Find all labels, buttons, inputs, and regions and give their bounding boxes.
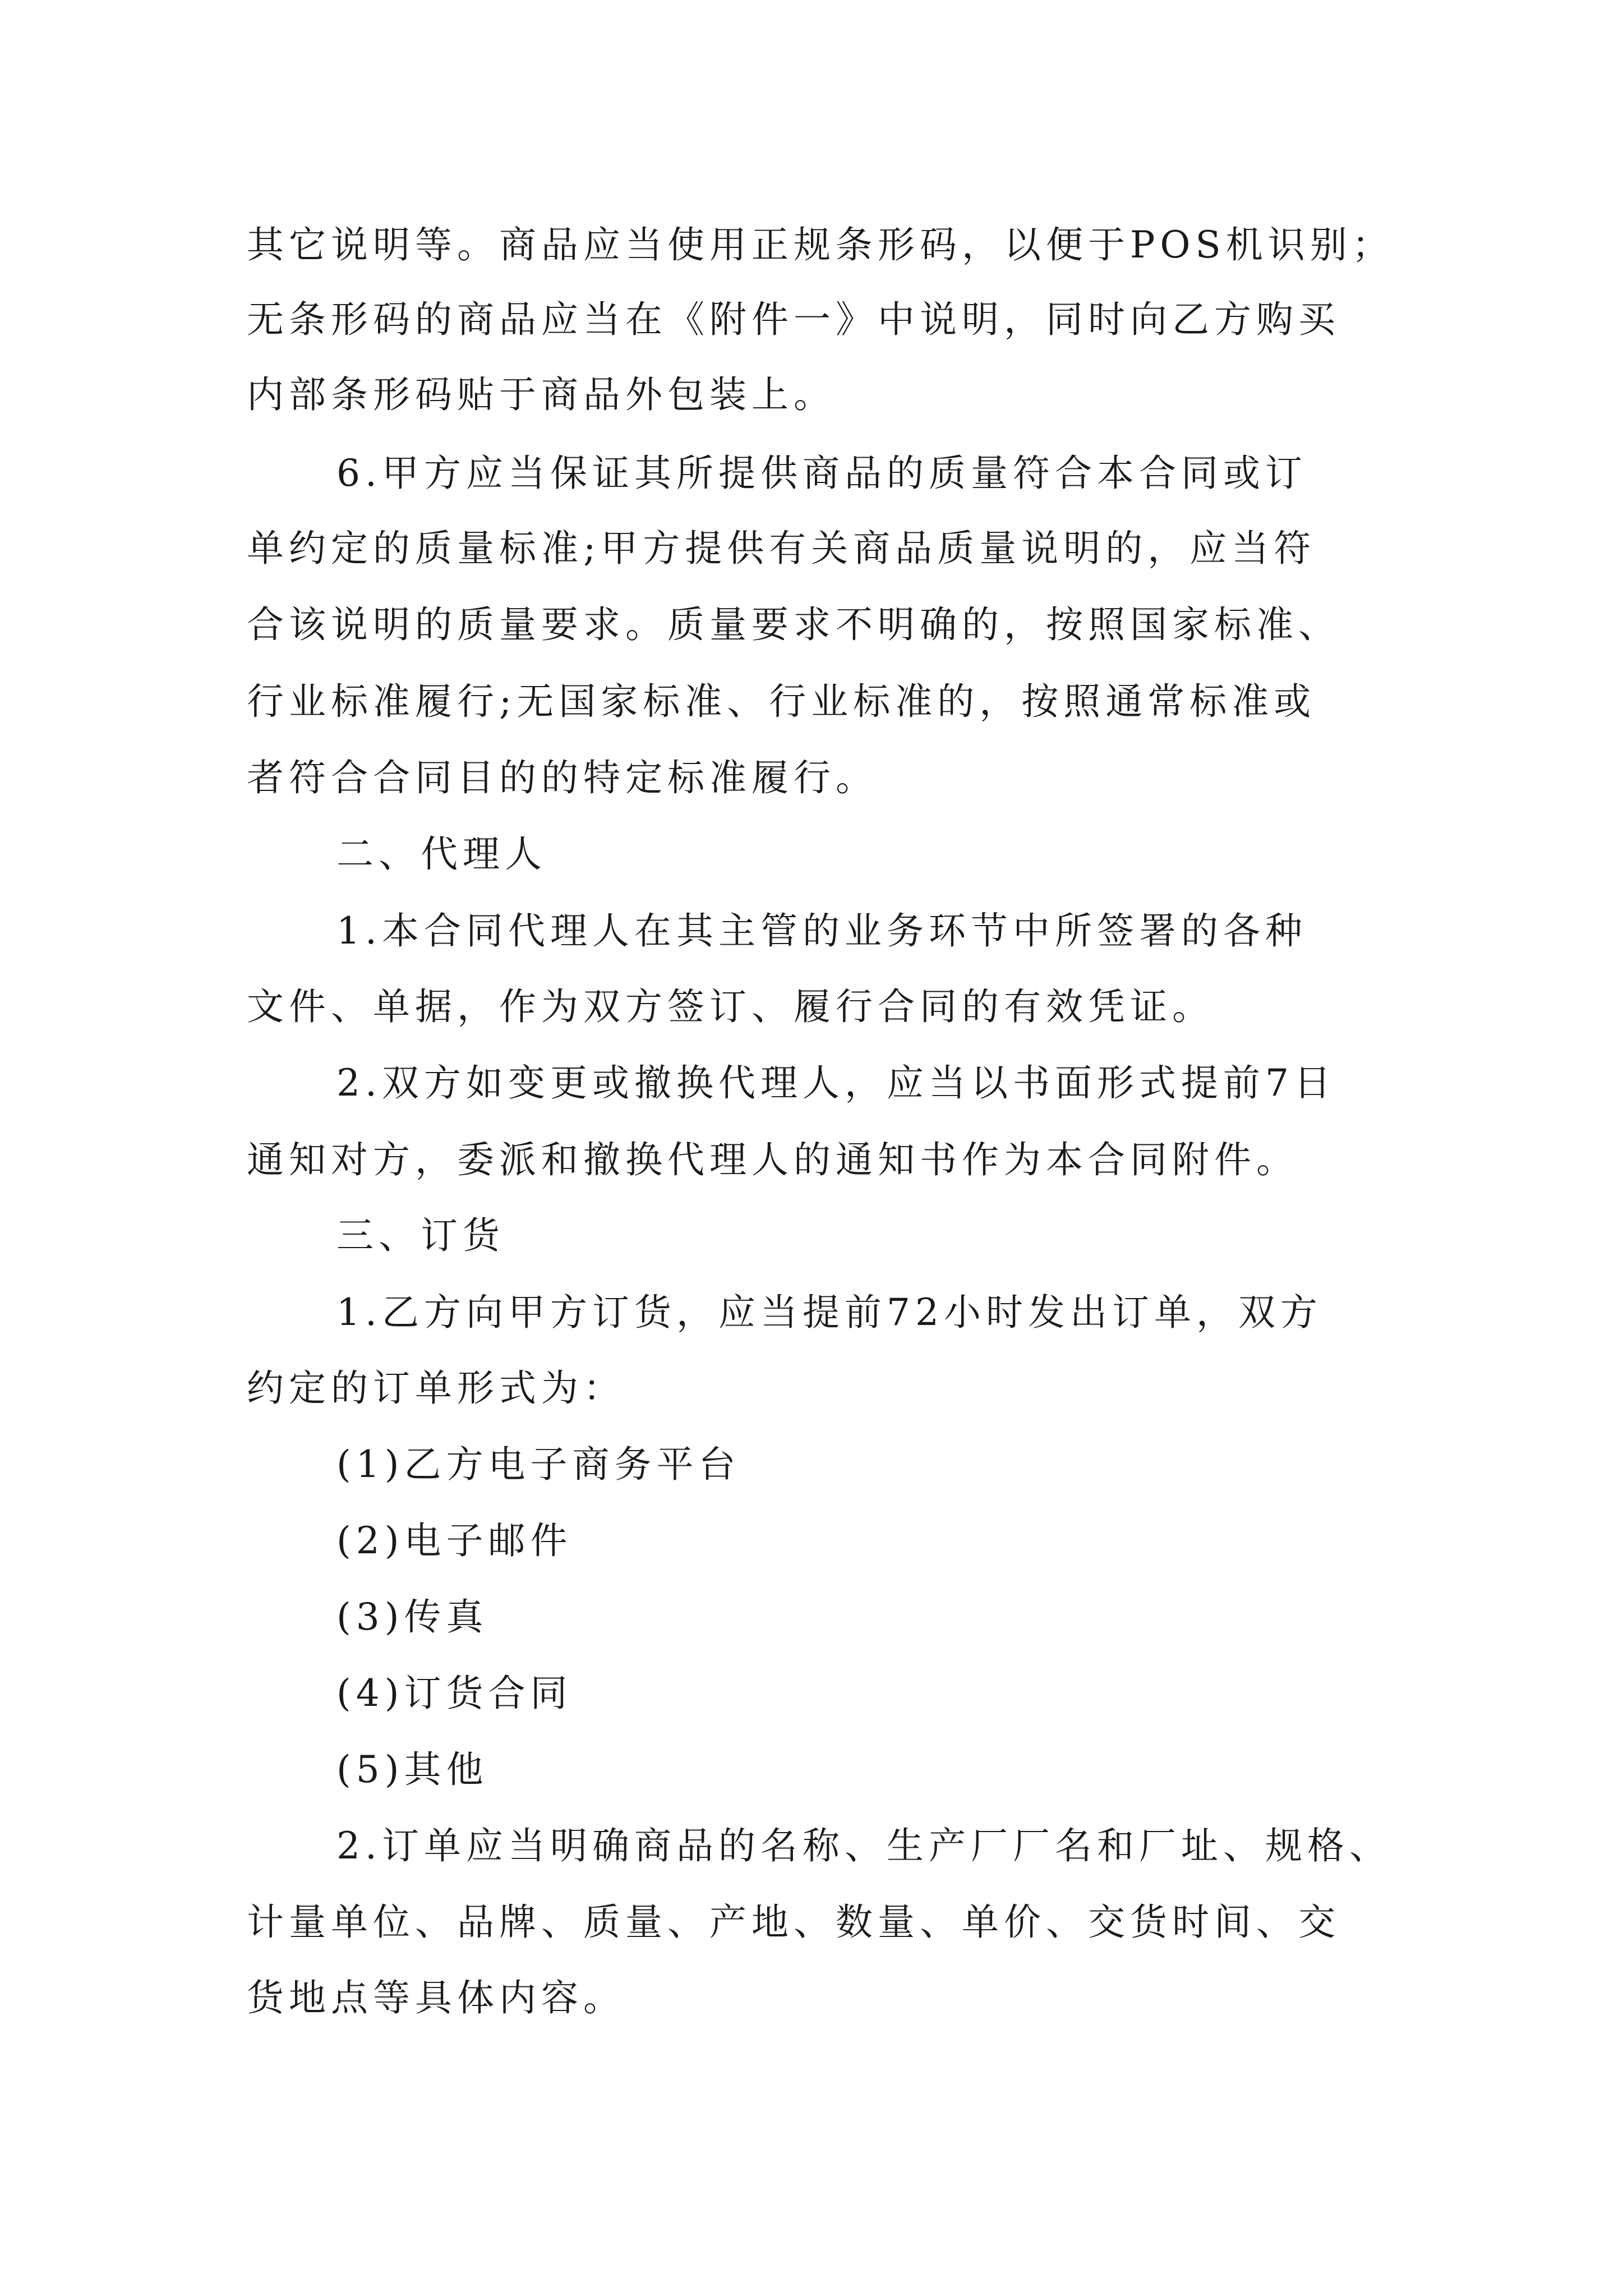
text-line-23: 计量单位、品牌、质量、产地、数量、单价、交货时间、交 — [247, 1901, 1340, 1944]
text-line-13: 通知对方，委派和撤换代理人的通知书作为本合同附件。 — [247, 1138, 1298, 1181]
text-line-15: 1.乙方向甲方订货，应当提前72小时发出订单，双方 — [336, 1291, 1322, 1334]
text-line-5: 单约定的质量标准;甲方提供有关商品质量说明的，应当符 — [247, 527, 1316, 570]
text-line-11: 文件、单据，作为双方签订、履行合同的有效凭证。 — [247, 985, 1214, 1028]
text-line-10: 1.本合同代理人在其主管的业务环节中所签署的各种 — [336, 909, 1307, 953]
text-line-4: 6.甲方应当保证其所提供商品的质量符合本合同或订 — [336, 452, 1307, 495]
list-item-1: (1)乙方电子商务平台 — [336, 1443, 741, 1486]
list-item-2: (2)电子邮件 — [336, 1519, 573, 1562]
text-line-3: 内部条形码贴于商品外包装上。 — [247, 373, 836, 416]
text-line-22: 2.订单应当明确商品的名称、生产厂厂名和厂址、规格、 — [336, 1824, 1391, 1867]
list-item-5: (5)其他 — [336, 1748, 488, 1791]
text-line-12: 2.双方如变更或撤换代理人，应当以书面形式提前7日 — [336, 1061, 1336, 1105]
section-heading-order: 三、订货 — [336, 1214, 505, 1257]
text-line-24: 货地点等具体内容。 — [247, 1976, 625, 2019]
list-item-4: (4)订货合同 — [336, 1672, 573, 1715]
text-line-16: 约定的订单形式为： — [247, 1366, 625, 1410]
text-line-8: 者符合合同目的的特定标准履行。 — [247, 756, 878, 799]
text-line-2: 无条形码的商品应当在《附件一》中说明，同时向乙方购买 — [247, 298, 1340, 341]
text-line-6: 合该说明的质量要求。质量要求不明确的，按照国家标准、 — [247, 603, 1340, 646]
section-heading-agent: 二、代理人 — [336, 832, 547, 876]
text-line-1: 其它说明等。商品应当使用正规条形码，以便于POS机识别； — [247, 223, 1394, 266]
text-line-7: 行业标准履行;无国家标准、行业标准的，按照通常标准或 — [247, 680, 1316, 723]
list-item-3: (3)传真 — [336, 1595, 488, 1639]
